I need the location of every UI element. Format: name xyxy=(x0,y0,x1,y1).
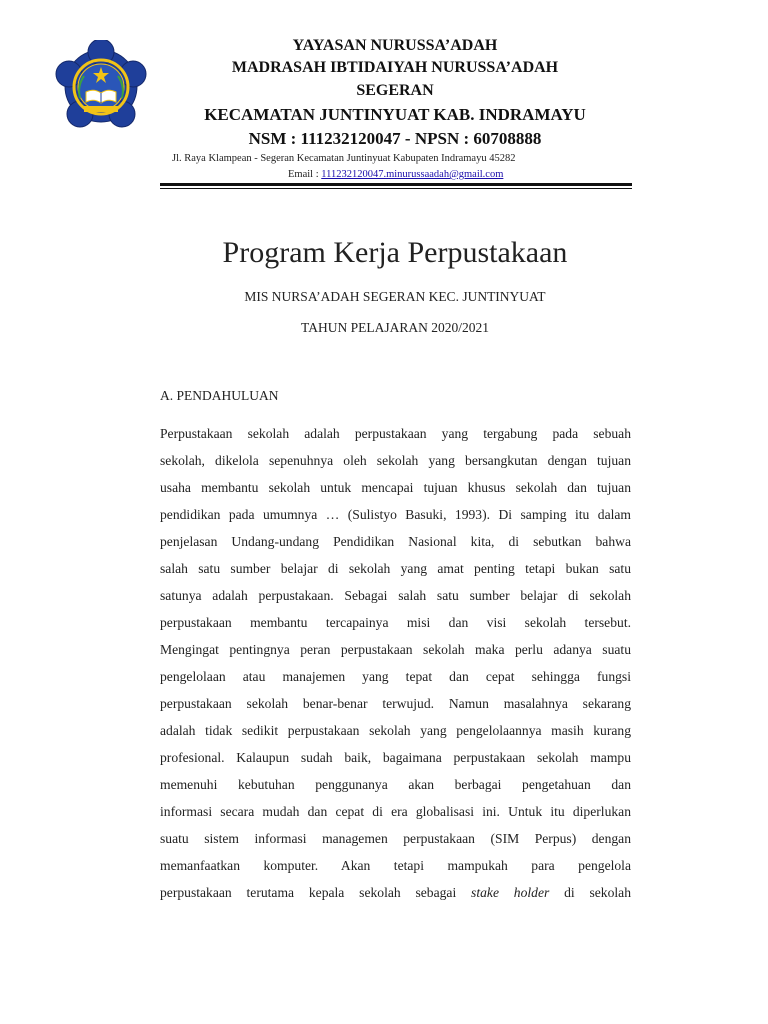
paragraph-line: perpustakaan membantu tercapainya misi dan visi sekolah tersebut. xyxy=(160,615,631,630)
paragraph-line: adalah tidak sedikit perpustakaan sekolah yang pengelolaannya masih kurang xyxy=(160,723,631,738)
email-link[interactable]: 111232120047.minurussaadah@gmail.com xyxy=(321,169,504,180)
letterhead-address: Jl. Raya Klampean - Segeran Kecamatan Juntinyuat Kabupaten Indramayu 45282 xyxy=(172,153,516,164)
paragraph-line: Perpustakaan sekolah adalah perpustakaan yang tergabung pada sebuah xyxy=(160,426,631,441)
paragraph-line: pendidikan pada umumnya … (Sulistyo Basuki, 1993). Di samping itu dalam xyxy=(160,507,631,522)
paragraph-line: Mengingat pentingnya peran perpustakaan sekolah maka perlu adanya suatu xyxy=(160,642,631,657)
paragraph-line: informasi secara mudah dan cepat di era globalisasi ini. Untuk itu diperlukan xyxy=(160,804,631,819)
letterhead-village: SEGERAN xyxy=(356,82,434,99)
paragraph-line-last xyxy=(160,879,631,906)
paragraph-line: salah satu sumber belajar di sekolah yang amat penting tetapi bukan satu xyxy=(160,561,631,576)
paragraph-line: penjelasan Undang-undang Pendidikan Nasional kita, di sebutkan bahwa xyxy=(160,534,631,549)
section-heading: A. PENDAHULUAN xyxy=(160,388,279,403)
letterhead-nsm-npsn: NSM : 111232120047 - NPSN : 60708888 xyxy=(248,129,542,148)
paragraph-line: memanfaatkan komputer. Akan tetapi mampukah para pengelola xyxy=(160,858,631,873)
line-text: perpustakaan terutama kepala sekolah sebagai xyxy=(160,885,472,900)
italic-term: stake holder xyxy=(471,885,550,900)
line-text: di sekolah xyxy=(549,885,631,900)
letterhead-foundation: YAYASAN NURUSSA’ADAH xyxy=(292,37,498,54)
letterhead-email xyxy=(288,169,503,180)
email-label: Email : xyxy=(288,169,322,180)
paragraph-line: pengelolaan atau manajemen yang tepat dan cepat sehingga fungsi xyxy=(160,669,631,684)
letterhead-rule-thin xyxy=(160,188,632,189)
paragraph-line: usaha membantu sekolah untuk mencapai tujuan khusus sekolah dan tujuan xyxy=(160,480,631,495)
letterhead-rule-thick xyxy=(160,183,632,186)
document-title: Program Kerja Perpustakaan xyxy=(222,236,568,269)
paragraph-line: memenuhi kebutuhan penggunanya akan berbagai pengetahuan dan xyxy=(160,777,631,792)
letterhead-district: KECAMATAN JUNTINYUAT KAB. INDRAMAYU xyxy=(204,105,586,124)
paragraph-line: perpustakaan sekolah benar-benar terwujud. Namun masalahnya sekarang xyxy=(160,696,631,711)
document-subtitle-school: MIS NURSA’ADAH SEGERAN KEC. JUNTINYUAT xyxy=(244,289,546,304)
paragraph-line: profesional. Kalaupun sudah baik, bagaimana perpustakaan sekolah mampu xyxy=(160,750,631,765)
body-paragraph xyxy=(160,420,631,906)
document-subtitle-year: TAHUN PELAJARAN 2020/2021 xyxy=(301,320,489,335)
letterhead-school-name: MADRASAH IBTIDAIYAH NURUSSA’ADAH xyxy=(231,59,559,76)
paragraph-line: sekolah, dikelola sepenuhnya oleh sekolah yang bersangkutan dengan tujuan xyxy=(160,453,631,468)
paragraph-line: suatu sistem informasi managemen perpustakaan (SIM Perpus) dengan xyxy=(160,831,631,846)
madrasah-emblem-icon xyxy=(50,40,152,132)
paragraph-line: satunya adalah perpustakaan. Sebagai salah satu sumber belajar di sekolah xyxy=(160,588,631,603)
